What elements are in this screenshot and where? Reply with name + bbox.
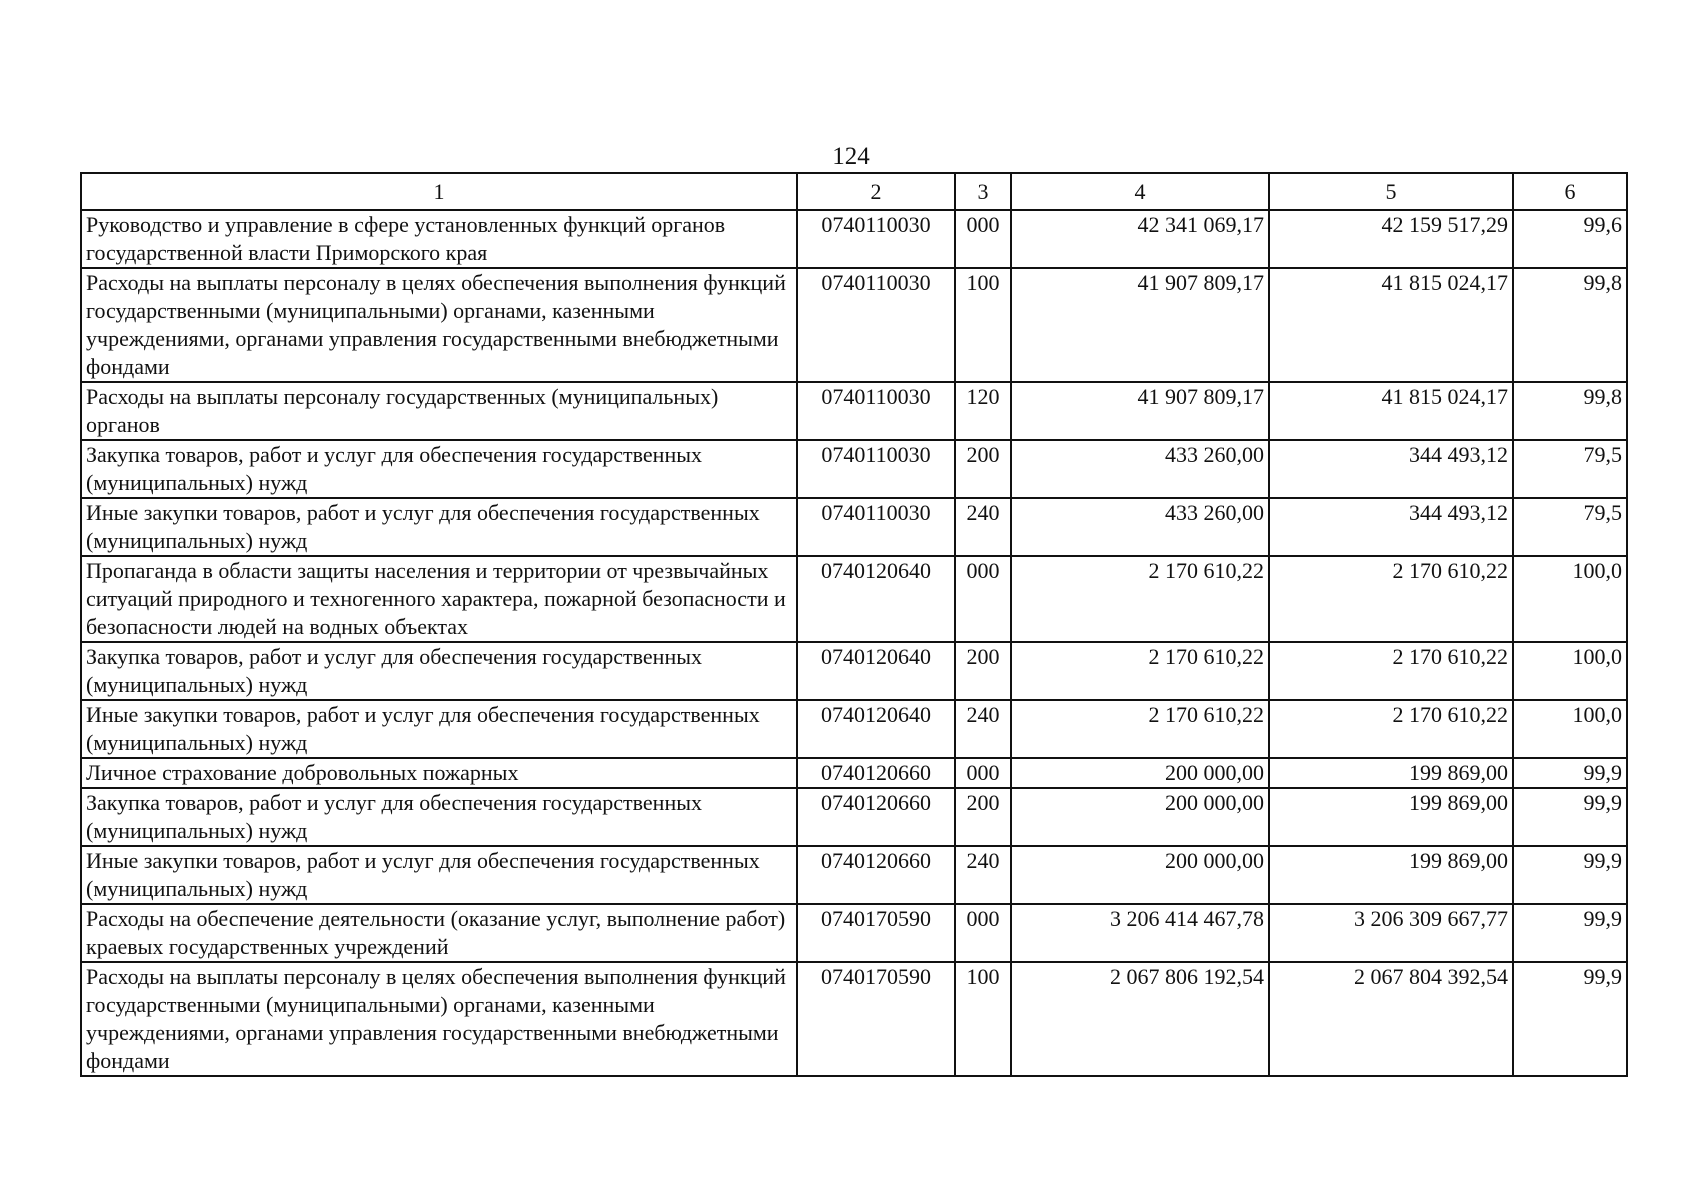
row-actual: 199 869,00 — [1269, 758, 1513, 788]
row-percent: 99,9 — [1513, 788, 1627, 846]
row-code: 0740120640 — [797, 642, 955, 700]
row-actual: 2 067 804 392,54 — [1269, 962, 1513, 1076]
table-row — [81, 382, 1627, 440]
table-row — [81, 440, 1627, 498]
row-type: 240 — [955, 700, 1011, 758]
row-plan: 2 170 610,22 — [1011, 556, 1269, 642]
row-code: 0740120660 — [797, 758, 955, 788]
row-plan: 2 170 610,22 — [1011, 700, 1269, 758]
header-col-4: 4 — [1011, 173, 1269, 210]
table-row — [81, 904, 1627, 962]
row-type: 200 — [955, 788, 1011, 846]
row-percent: 99,6 — [1513, 210, 1627, 268]
row-plan: 3 206 414 467,78 — [1011, 904, 1269, 962]
row-actual: 41 815 024,17 — [1269, 268, 1513, 382]
row-code: 0740110030 — [797, 210, 955, 268]
row-name: Закупка товаров, работ и услуг для обеспечения государственных (муниципальных) нужд — [81, 440, 797, 498]
row-percent: 100,0 — [1513, 556, 1627, 642]
table-row — [81, 210, 1627, 268]
row-name: Расходы на выплаты персоналу в целях обеспечения выполнения функций государственными (муниципальными) органами, казенными учреждениями, органами управления государственными внебюджетными фондами — [81, 268, 797, 382]
row-name: Личное страхование добровольных пожарных — [81, 758, 797, 788]
page-number — [0, 143, 1698, 171]
row-code: 0740120640 — [797, 700, 955, 758]
row-code: 0740110030 — [797, 268, 955, 382]
row-actual: 2 170 610,22 — [1269, 556, 1513, 642]
row-percent: 100,0 — [1513, 700, 1627, 758]
row-actual: 42 159 517,29 — [1269, 210, 1513, 268]
row-type: 240 — [955, 498, 1011, 556]
row-plan: 2 067 806 192,54 — [1011, 962, 1269, 1076]
row-name: Руководство и управление в сфере установленных функций органов государственной власти Приморского края — [81, 210, 797, 268]
row-code: 0740120660 — [797, 846, 955, 904]
row-code: 0740170590 — [797, 904, 955, 962]
row-code: 0740110030 — [797, 382, 955, 440]
row-type: 120 — [955, 382, 1011, 440]
row-name: Иные закупки товаров, работ и услуг для обеспечения государственных (муниципальных) нужд — [81, 846, 797, 904]
row-percent: 79,5 — [1513, 440, 1627, 498]
header-col-3: 3 — [955, 173, 1011, 210]
row-actual: 344 493,12 — [1269, 440, 1513, 498]
table-row — [81, 700, 1627, 758]
row-name: Закупка товаров, работ и услуг для обеспечения государственных (муниципальных) нужд — [81, 788, 797, 846]
row-plan: 200 000,00 — [1011, 846, 1269, 904]
row-actual: 2 170 610,22 — [1269, 700, 1513, 758]
table-row — [81, 758, 1627, 788]
row-type: 000 — [955, 210, 1011, 268]
row-code: 0740110030 — [797, 440, 955, 498]
row-plan: 41 907 809,17 — [1011, 382, 1269, 440]
row-plan: 433 260,00 — [1011, 498, 1269, 556]
row-percent: 99,9 — [1513, 962, 1627, 1076]
row-percent: 99,9 — [1513, 758, 1627, 788]
row-plan: 42 341 069,17 — [1011, 210, 1269, 268]
header-col-1: 1 — [81, 173, 797, 210]
table-row — [81, 268, 1627, 382]
row-type: 000 — [955, 758, 1011, 788]
header-col-2: 2 — [797, 173, 955, 210]
row-percent: 100,0 — [1513, 642, 1627, 700]
row-actual: 2 170 610,22 — [1269, 642, 1513, 700]
row-plan: 200 000,00 — [1011, 788, 1269, 846]
table-row — [81, 642, 1627, 700]
row-name: Закупка товаров, работ и услуг для обеспечения государственных (муниципальных) нужд — [81, 642, 797, 700]
table-row — [81, 788, 1627, 846]
row-type: 200 — [955, 440, 1011, 498]
header-col-5: 5 — [1269, 173, 1513, 210]
budget-table — [80, 172, 1628, 1077]
row-code: 0740110030 — [797, 498, 955, 556]
table-row — [81, 846, 1627, 904]
row-name: Расходы на обеспечение деятельности (оказание услуг, выполнение работ) краевых государственных учреждений — [81, 904, 797, 962]
row-name: Расходы на выплаты персоналу государственных (муниципальных) органов — [81, 382, 797, 440]
row-type: 240 — [955, 846, 1011, 904]
row-actual: 199 869,00 — [1269, 846, 1513, 904]
page-number-text: 124 — [832, 143, 870, 170]
table-row — [81, 962, 1627, 1076]
row-name: Пропаганда в области защиты населения и территории от чрезвычайных ситуаций природного и техногенного характера, пожарной безопасности и безопасности людей на водных объектах — [81, 556, 797, 642]
row-name: Иные закупки товаров, работ и услуг для обеспечения государственных (муниципальных) нужд — [81, 498, 797, 556]
row-plan: 2 170 610,22 — [1011, 642, 1269, 700]
row-actual: 344 493,12 — [1269, 498, 1513, 556]
row-name: Иные закупки товаров, работ и услуг для обеспечения государственных (муниципальных) нужд — [81, 700, 797, 758]
header-row — [81, 173, 1627, 210]
row-type: 200 — [955, 642, 1011, 700]
row-code: 0740120640 — [797, 556, 955, 642]
row-code: 0740170590 — [797, 962, 955, 1076]
row-name: Расходы на выплаты персоналу в целях обеспечения выполнения функций государственными (муниципальными) органами, казенными учреждениями, органами управления государственными внебюджетными фондами — [81, 962, 797, 1076]
row-actual: 3 206 309 667,77 — [1269, 904, 1513, 962]
row-actual: 41 815 024,17 — [1269, 382, 1513, 440]
table-row — [81, 556, 1627, 642]
table-row — [81, 498, 1627, 556]
row-plan: 200 000,00 — [1011, 758, 1269, 788]
row-actual: 199 869,00 — [1269, 788, 1513, 846]
row-type: 100 — [955, 962, 1011, 1076]
row-type: 100 — [955, 268, 1011, 382]
row-plan: 41 907 809,17 — [1011, 268, 1269, 382]
row-percent: 99,9 — [1513, 846, 1627, 904]
row-percent: 99,8 — [1513, 268, 1627, 382]
row-percent: 99,8 — [1513, 382, 1627, 440]
row-percent: 79,5 — [1513, 498, 1627, 556]
row-type: 000 — [955, 904, 1011, 962]
row-plan: 433 260,00 — [1011, 440, 1269, 498]
row-percent: 99,9 — [1513, 904, 1627, 962]
row-type: 000 — [955, 556, 1011, 642]
row-code: 0740120660 — [797, 788, 955, 846]
header-col-6: 6 — [1513, 173, 1627, 210]
